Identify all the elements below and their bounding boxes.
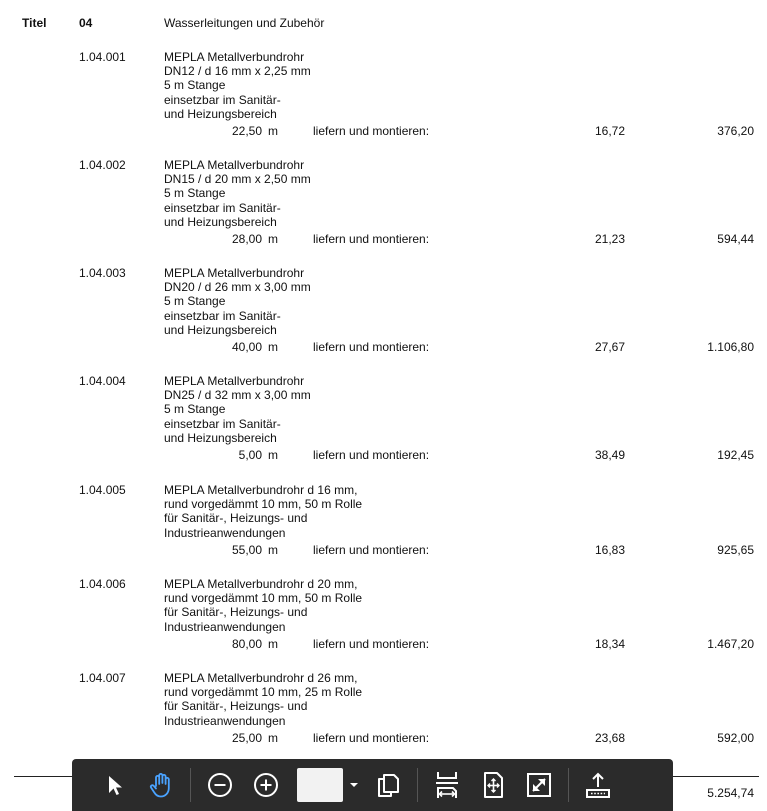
position-unit: m (268, 448, 278, 462)
toolbar-separator (190, 768, 191, 802)
position-action: liefern und montieren: (313, 232, 430, 246)
fit-page-icon (480, 771, 506, 799)
title-number: 04 (79, 16, 93, 30)
position-total: 592,00 (717, 731, 754, 745)
sum-total: 5.254,74 (707, 786, 754, 800)
position-action: liefern und montieren: (313, 637, 430, 651)
zoom-out-icon (206, 771, 234, 799)
copy-pages-icon (375, 771, 401, 799)
position-number: 1.04.003 (79, 266, 126, 280)
position-unit: m (268, 232, 278, 246)
position-description: MEPLA Metallverbundrohr d 26 mm, rund vorgedämmt 10 mm, 25 m Rolle für Sanitär-, Heizungs- und Industrieanwendungen (164, 671, 363, 728)
position-total: 1.467,20 (707, 637, 754, 651)
zoom-dropdown-icon (349, 782, 359, 788)
export-icon (584, 771, 612, 799)
copy-pages-button[interactable] (371, 768, 405, 802)
position-quantity: 25,00 (231, 731, 262, 745)
position-action: liefern und montieren: (313, 731, 430, 745)
position-total: 594,44 (717, 232, 754, 246)
fullscreen-button[interactable] (522, 768, 556, 802)
position-unit: m (268, 543, 278, 557)
position-unit: m (268, 340, 278, 354)
fit-width-icon (433, 770, 461, 800)
position-quantity: 40,00 (231, 340, 262, 354)
select-arrow-icon (105, 774, 125, 796)
position-number: 1.04.006 (79, 577, 126, 591)
position-description: MEPLA Metallverbundrohr d 20 mm, rund vorgedämmt 10 mm, 50 m Rolle für Sanitär-, Heizungs- und Industrieanwendungen (164, 577, 363, 634)
zoom-in-icon (252, 771, 280, 799)
fit-width-button[interactable] (430, 768, 464, 802)
position-quantity: 5,00 (238, 448, 262, 462)
position-unit-price: 21,23 (594, 232, 625, 246)
position-description: MEPLA Metallverbundrohr DN15 / d 20 mm x 2,50 mm 5 m Stange einsetzbar im Sanitär- und Heizungsbereich (164, 158, 311, 229)
position-unit: m (268, 637, 278, 651)
position-total: 376,20 (717, 124, 754, 138)
position-quantity: 28,00 (231, 232, 262, 246)
position-unit-price: 16,72 (594, 124, 625, 138)
position-quantity: 80,00 (231, 637, 262, 651)
position-number: 1.04.002 (79, 158, 126, 172)
position-number: 1.04.005 (79, 483, 126, 497)
position-description: MEPLA Metallverbundrohr d 16 mm, rund vorgedämmt 10 mm, 50 m Rolle für Sanitär-, Heizungs- und Industrieanwendungen (164, 483, 363, 540)
position-action: liefern und montieren: (313, 124, 430, 138)
position-unit-price: 16,83 (594, 543, 625, 557)
position-action: liefern und montieren: (313, 340, 430, 354)
toolbar-separator (568, 768, 569, 802)
position-number: 1.04.001 (79, 50, 126, 64)
title-text: Wasserleitungen und Zubehör (164, 16, 325, 30)
position-quantity: 22,50 (231, 124, 262, 138)
position-total: 192,45 (717, 448, 754, 462)
title-label: Titel (22, 16, 47, 30)
zoom-in-button[interactable] (249, 768, 283, 802)
zoom-level-input[interactable] (297, 768, 343, 802)
position-total: 925,65 (717, 543, 754, 557)
position-action: liefern und montieren: (313, 448, 430, 462)
position-unit-price: 27,67 (594, 340, 625, 354)
position-description: MEPLA Metallverbundrohr DN20 / d 26 mm x 3,00 mm 5 m Stange einsetzbar im Sanitär- und Heizungsbereich (164, 266, 311, 337)
position-unit-price: 38,49 (594, 448, 625, 462)
position-action: liefern und montieren: (313, 543, 430, 557)
position-unit: m (268, 731, 278, 745)
position-total: 1.106,80 (707, 340, 754, 354)
hand-tool-button[interactable] (144, 768, 178, 802)
toolbar-separator (417, 768, 418, 802)
position-number: 1.04.007 (79, 671, 126, 685)
zoom-dropdown-button[interactable] (343, 768, 365, 802)
export-button[interactable] (581, 768, 615, 802)
position-number: 1.04.004 (79, 374, 126, 388)
position-unit: m (268, 124, 278, 138)
position-unit-price: 23,68 (594, 731, 625, 745)
position-description: MEPLA Metallverbundrohr DN12 / d 16 mm x 2,25 mm 5 m Stange einsetzbar im Sanitär- und Heizungsbereich (164, 50, 311, 121)
zoom-out-button[interactable] (203, 768, 237, 802)
position-description: MEPLA Metallverbundrohr DN25 / d 32 mm x 3,00 mm 5 m Stange einsetzbar im Sanitär- und Heizungsbereich (164, 374, 311, 445)
position-quantity: 55,00 (231, 543, 262, 557)
fullscreen-icon (526, 772, 552, 798)
viewer-toolbar (72, 759, 673, 811)
fit-page-button[interactable] (476, 768, 510, 802)
select-tool-button[interactable] (98, 768, 132, 802)
position-unit-price: 18,34 (594, 637, 625, 651)
hand-pan-icon (147, 771, 175, 799)
